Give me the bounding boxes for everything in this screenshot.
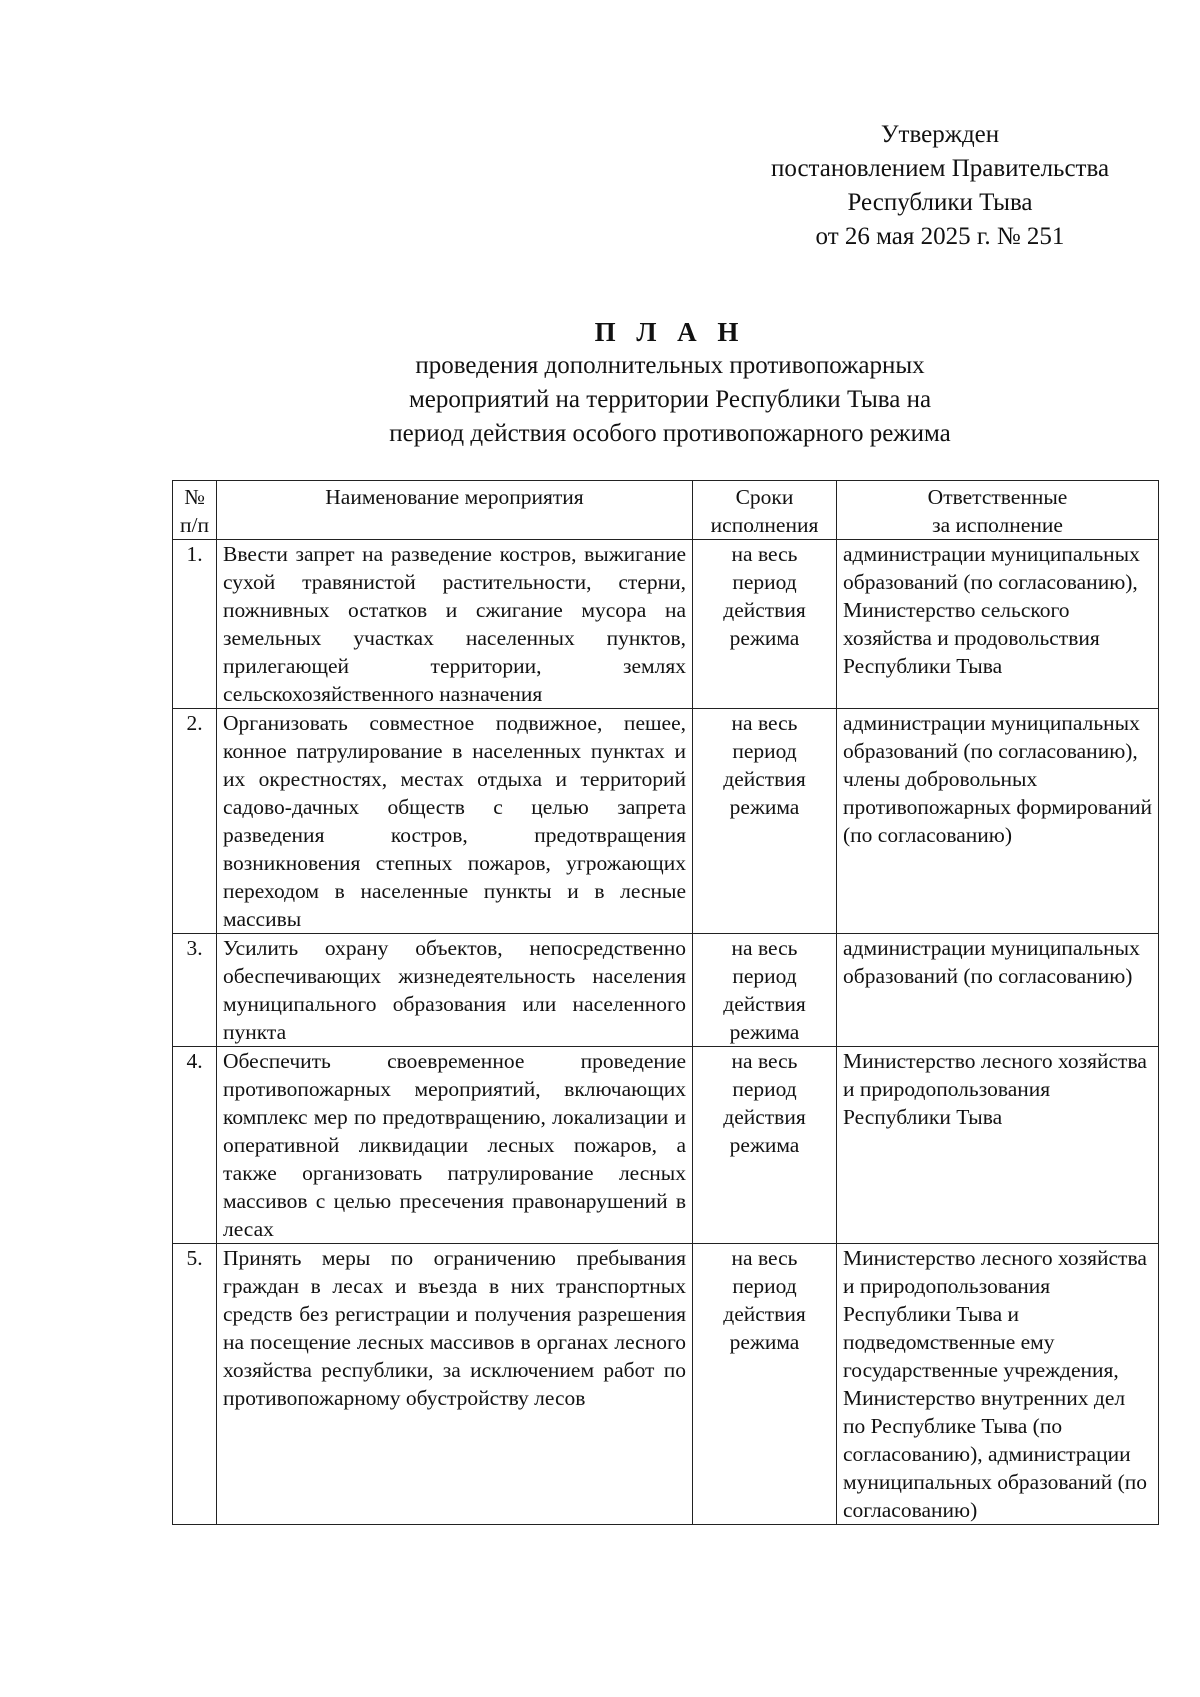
row-number: 1. [173, 540, 217, 709]
plan-table [172, 480, 1159, 1525]
approval-line: Республики Тыва [847, 189, 1033, 216]
header-number-line2: п/п [180, 513, 209, 537]
approval-line: постановлением Правительства [770, 155, 1110, 182]
row-responsible: Министерство лесного хозяйства и природопользования Республики Тыва [837, 1047, 1159, 1244]
header-responsible-line1: Ответственные [927, 485, 1068, 509]
row-activity: Усилить охрану объектов, непосредственно обеспечивающих жизнедеятельность населения муниципального образования или населенного пункта [217, 934, 693, 1047]
title-subtitle-line: период действия особого противопожарного режима [389, 420, 951, 447]
plan-heading: П Л А Н [594, 317, 746, 347]
row-responsible: администрации муниципальных образований (по согласованию), члены добровольных противопожарных формирований (по согласованию) [837, 709, 1159, 934]
row-term: на весь период действия режима [693, 1244, 837, 1525]
row-responsible: администрации муниципальных образований (по согласованию) [837, 934, 1159, 1047]
header-responsible-line2: за исполнение [932, 513, 1063, 537]
title-subtitle-line: мероприятий на территории Республики Тыва на [408, 386, 932, 413]
row-number: 5. [173, 1244, 217, 1525]
document-title [300, 315, 1040, 451]
header-name: Наименование мероприятия [217, 481, 693, 540]
row-term: на весь период действия режима [693, 1047, 837, 1244]
table-row [173, 1047, 1159, 1244]
header-responsible [837, 481, 1159, 540]
row-activity: Обеспечить своевременное проведение противопожарных мероприятий, включающих комплекс мер по предотвращению, локализации и оперативной ликвидации лесных пожаров, а также организовать патрулирование лесных массивов с целью пресечения правонарушений в лесах [217, 1047, 693, 1244]
row-term: на весь период действия режима [693, 709, 837, 934]
title-subtitle-line: проведения дополнительных противопожарных [415, 352, 925, 379]
row-responsible: администрации муниципальных образований (по согласованию), Министерство сельского хозяйства и продовольствия Республики Тыва [837, 540, 1159, 709]
table-row [173, 709, 1159, 934]
row-number: 4. [173, 1047, 217, 1244]
approval-line: Утвержден [880, 121, 1000, 148]
table-row [173, 934, 1159, 1047]
row-term: на весь период действия режима [693, 934, 837, 1047]
row-number: 3. [173, 934, 217, 1047]
row-activity: Организовать совместное подвижное, пешее, конное патрулирование в населенных пунктах и их окрестностях, местах отдыха и территорий садово-дачных обществ с целью запрета разведения костров, предотвращения возникновения степных пожаров, угрожающих переходом в населенные пункты и в лесные массивы [217, 709, 693, 934]
row-number: 2. [173, 709, 217, 934]
header-term-line1: Сроки [735, 485, 794, 509]
row-term: на весь период действия режима [693, 540, 837, 709]
approval-stamp [740, 118, 1140, 254]
header-term-line2: исполнения [710, 513, 819, 537]
header-number-line1: № [184, 485, 205, 509]
row-responsible: Министерство лесного хозяйства и природопользования Республики Тыва и подведомственные ему государственные учреждения, Министерство внутренних дел по Республике Тыва (по согласованию), администрации муниципальных образований (по согласованию) [837, 1244, 1159, 1525]
table-row [173, 540, 1159, 709]
table-row [173, 1244, 1159, 1525]
table-header-row [173, 481, 1159, 540]
row-activity: Принять меры по ограничению пребывания граждан в лесах и въезда в них транспортных средств без регистрации и получения разрешения на посещение лесных массивов в органах лесного хозяйства республики, за исключением работ по противопожарному обустройству лесов [217, 1244, 693, 1525]
row-activity: Ввести запрет на разведение костров, выжигание сухой травянистой растительности, стерни, пожнивных остатков и сжигание мусора на земельных участках населенных пунктов, прилегающей территории, землях сельскохозяйственного назначения [217, 540, 693, 709]
header-number [173, 481, 217, 540]
header-term [693, 481, 837, 540]
approval-line: от 26 мая 2025 г. № 251 [815, 223, 1065, 250]
